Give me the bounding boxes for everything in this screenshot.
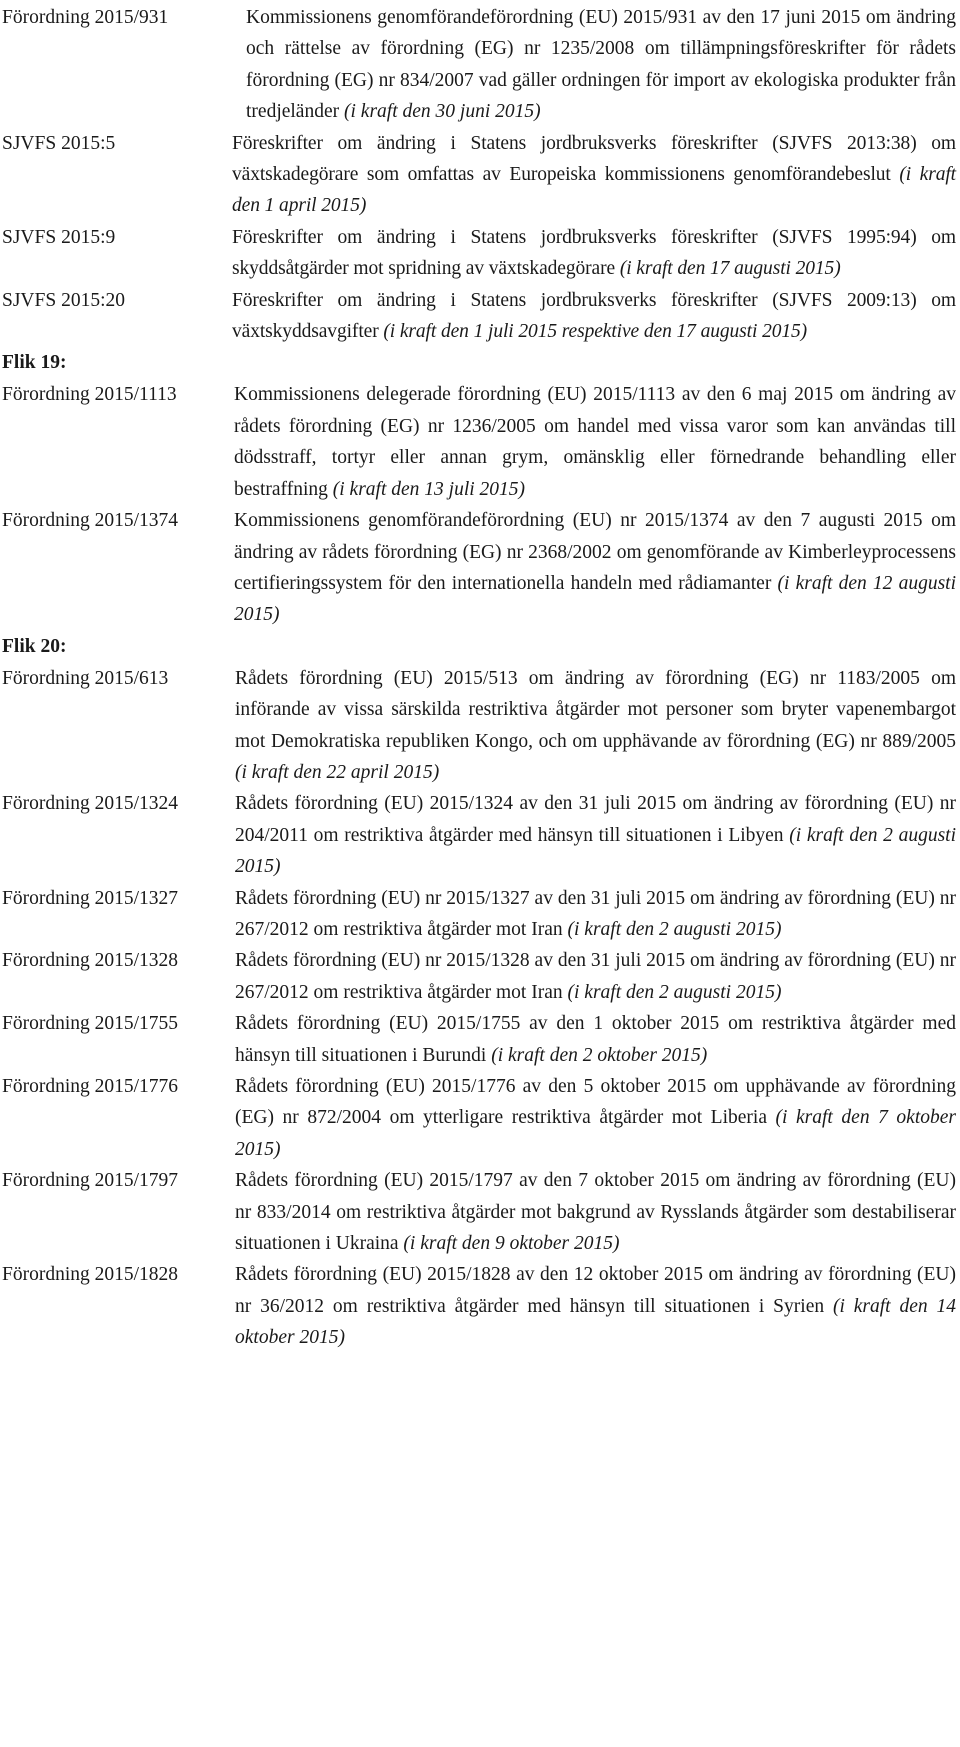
list-item — [0, 222, 960, 285]
entry-into-force: (i kraft den 1 april 2015) — [232, 164, 956, 217]
regulation-reference: SJVFS 2015:5 — [2, 132, 116, 154]
regulation-reference: Förordning 2015/1797 — [2, 1170, 179, 1192]
regulation-title: Rådets förordning (EU) 2015/513 om ändring av förordning (EG) nr 1183/2005 om införande av vissa särskilda restriktiva åtgärder mot personer som bryter vapenembargot mot Demokratiska republiken Kongo, och om upphävande av förordning (EG) nr 889/2005 — [235, 667, 956, 752]
entry-into-force: (i kraft den 17 augusti 2015) — [619, 258, 841, 280]
list-item — [0, 285, 960, 348]
entry-into-force: (i kraft den 30 juni 2015) — [344, 101, 541, 123]
regulation-description — [235, 1259, 960, 1353]
regulation-description — [232, 285, 960, 348]
list-item — [0, 663, 960, 789]
regulation-description — [235, 1165, 960, 1259]
entry-into-force: (i kraft den 13 juli 2015) — [332, 478, 526, 500]
entry-into-force: (i kraft den 9 oktober 2015) — [403, 1233, 620, 1255]
section-heading: Flik 20: — [2, 635, 67, 657]
list-item — [0, 1259, 960, 1353]
regulation-description — [234, 379, 960, 505]
section-heading: Flik 19: — [2, 352, 67, 374]
regulation-description — [232, 128, 960, 222]
list-item — [0, 1008, 960, 1071]
entry-into-force: (i kraft den 2 augusti 2015) — [567, 981, 782, 1003]
regulation-title: Kommissionens delegerade förordning (EU) 2015/1113 av den 6 maj 2015 om ändring av rådets förordning (EG) nr 1236/2005 om handel med vissa varor som kan användas till dödsstraff, tortyr eller annan grym, omänsklig eller förnedrande behandling eller bestraffning — [234, 384, 956, 500]
entry-into-force: (i kraft den 12 augusti 2015) — [234, 572, 957, 626]
entry-into-force: (i kraft den 7 oktober 2015) — [235, 1107, 956, 1160]
regulation-title: Rådets förordning (EU) nr 2015/1328 av den 31 juli 2015 om ändring av förordning (EU) nr 267/2012 om restriktiva åtgärder mot Iran — [235, 950, 956, 1003]
regulation-reference: Förordning 2015/931 — [2, 7, 169, 28]
regulation-title: Föreskrifter om ändring i Statens jordbruksverks föreskrifter (SJVFS 2009:13) om växtskyddsavgifter — [232, 289, 956, 343]
regulation-reference: Förordning 2015/1328 — [2, 950, 179, 972]
regulation-reference: SJVFS 2015:9 — [2, 226, 116, 248]
regulation-reference: Förordning 2015/1113 — [2, 384, 177, 406]
regulation-title: Rådets förordning (EU) 2015/1776 av den 5 oktober 2015 om upphävande av förordning (EG) nr 872/2004 om ytterligare restriktiva åtgärder mot Liberia — [235, 1076, 956, 1129]
regulation-title: Kommissionens genomförandeförordning (EU) 2015/931 av den 17 juni 2015 om ändring och rättelse av förordning (EG) nr 1235/2008 om tillämpningsföreskrifter för rådets förordning (EG) nr 834/2007 vad gäller ordningen för import av ekologiska produkter från tredjeländer — [246, 7, 956, 123]
regulation-description — [234, 505, 960, 631]
regulation-description — [235, 1071, 960, 1165]
list-item — [0, 1071, 960, 1165]
list-item — [0, 128, 960, 222]
list-item — [0, 1165, 960, 1259]
list-item — [0, 505, 960, 631]
regulation-reference: Förordning 2015/1828 — [2, 1264, 179, 1286]
regulation-description — [232, 222, 960, 285]
regulation-title: Rådets förordning (EU) 2015/1797 av den 7 oktober 2015 om ändring av förordning (EU) nr 833/2014 om restriktiva åtgärder mot bakgrund av Rysslands åtgärder som destabiliserar situationen i Ukraina — [235, 1170, 956, 1255]
regulation-description — [235, 1008, 960, 1071]
regulation-title: Föreskrifter om ändring i Statens jordbruksverks föreskrifter (SJVFS 2013:38) om växtskadegörare som omfattas av Europeiska kommissionens genomförandebeslut — [232, 132, 956, 186]
entry-into-force: (i kraft den 22 april 2015) — [235, 761, 440, 783]
list-item — [0, 883, 960, 946]
regulation-reference: Förordning 2015/1755 — [2, 1013, 179, 1035]
regulation-title: Rådets förordning (EU) 2015/1828 av den 12 oktober 2015 om ändring av förordning (EU) nr 36/2012 om restriktiva åtgärder med hänsyn till situationen i Syrien — [235, 1264, 956, 1317]
regulation-description — [232, 2, 960, 128]
regulation-reference: Förordning 2015/1324 — [2, 793, 179, 815]
list-item — [0, 788, 960, 882]
regulation-title: Rådets förordning (EU) 2015/1324 av den 31 juli 2015 om ändring av förordning (EU) nr 204/2011 om restriktiva åtgärder med hänsyn till situationen i Libyen — [235, 793, 956, 846]
regulation-reference: Förordning 2015/1776 — [2, 1076, 179, 1097]
entry-into-force: (i kraft den 2 oktober 2015) — [491, 1044, 708, 1066]
entry-into-force: (i kraft den 14 oktober 2015) — [235, 1295, 956, 1349]
regulation-reference: SJVFS 2015:20 — [2, 289, 125, 311]
regulation-reference: Förordning 2015/1374 — [2, 510, 179, 532]
entry-into-force: (i kraft den 2 augusti 2015) — [235, 824, 957, 878]
list-item — [0, 945, 960, 1008]
list-item — [0, 379, 960, 505]
regulation-description — [235, 663, 960, 789]
regulation-reference: Förordning 2015/613 — [2, 667, 169, 689]
entry-into-force: (i kraft den 1 juli 2015 respektive den 17 augusti 2015) — [383, 321, 808, 343]
regulation-title: Rådets förordning (EU) nr 2015/1327 av den 31 juli 2015 om ändring av förordning (EU) nr 267/2012 om restriktiva åtgärder mot Iran — [235, 887, 956, 940]
regulation-title: Kommissionens genomförandeförordning (EU) nr 2015/1374 av den 7 augusti 2015 om ändring av rådets förordning (EG) nr 2368/2002 om genomförande av Kimberleyprocessens certifieringssystem för den internationella handeln med rådiamanter — [234, 510, 956, 594]
regulation-description — [235, 883, 960, 946]
regulation-title: Föreskrifter om ändring i Statens jordbruksverks föreskrifter (SJVFS 1995:94) om skyddsåtgärder mot spridning av växtskadegörare — [232, 226, 956, 280]
regulation-title: Rådets förordning (EU) 2015/1755 av den 1 oktober 2015 om restriktiva åtgärder med hänsyn till situationen i Burundi — [235, 1013, 956, 1066]
regulation-description — [235, 945, 960, 1008]
list-item — [0, 2, 960, 128]
entry-into-force: (i kraft den 2 augusti 2015) — [567, 918, 782, 940]
regulation-reference: Förordning 2015/1327 — [2, 887, 179, 909]
regulation-description — [235, 788, 960, 882]
